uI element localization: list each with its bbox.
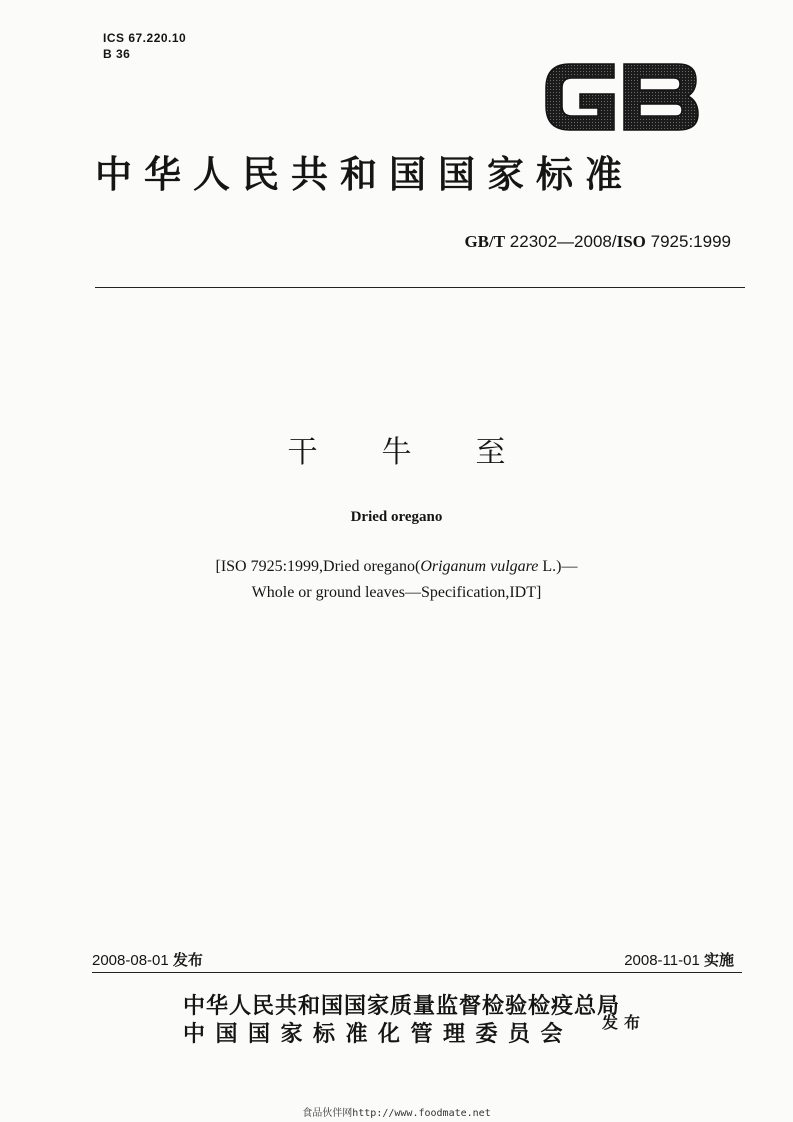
implement-date-value: 2008-11-01 [624, 952, 700, 969]
standard-number-iso-body: 7925:1999 [645, 232, 731, 251]
watermark-footer: 食品伙伴网http://www.foodmate.net [302, 1108, 491, 1119]
title-char: 至 [475, 435, 506, 470]
issue-label: 发布 [602, 1013, 647, 1032]
iso-ref-line-1 [0, 554, 793, 580]
footer-divider [92, 972, 742, 973]
iso-ref-line-1-b: L.)— [538, 558, 578, 575]
publish-date-value: 2008-08-01 [92, 952, 169, 969]
title-char: 干 [287, 435, 318, 470]
standard-category-title: 中华人民共和国国家标准 [95, 153, 634, 196]
implement-date-label: 实施 [703, 951, 734, 969]
header-divider [95, 287, 745, 288]
iso-ref-line-2: Whole or ground leaves—Specification,IDT] [251, 584, 542, 601]
classification-codes [103, 30, 186, 62]
standard-number-body: 22302—2008/ [505, 232, 617, 251]
gb-standard-logo-icon [540, 58, 702, 136]
standard-number-iso-prefix: ISO [616, 232, 646, 251]
document-english-title: Dried oregano [350, 509, 443, 525]
standard-number-prefix: GB/T [464, 232, 506, 251]
publish-date-label: 发布 [172, 951, 203, 969]
publish-date [92, 950, 203, 971]
issuer-aqsiq: 中华人民共和国国家质量监督检验检疫总局 [183, 994, 621, 1019]
iso-ref-species: Origanum vulgare [420, 558, 539, 575]
title-char: 牛 [381, 435, 412, 470]
iso-ref-line-1-a: [ISO 7925:1999,Dried oregano( [215, 558, 421, 575]
issuer-sac: 中国国家标准化管理委员会 [183, 1022, 574, 1047]
ccs-code: B 36 [103, 47, 131, 61]
iso-equivalence-reference [0, 554, 793, 606]
document-chinese-title [0, 434, 793, 472]
implement-date [624, 950, 734, 971]
standard-number [464, 232, 731, 252]
date-row [92, 950, 742, 972]
ics-code: ICS 67.220.10 [103, 31, 187, 45]
